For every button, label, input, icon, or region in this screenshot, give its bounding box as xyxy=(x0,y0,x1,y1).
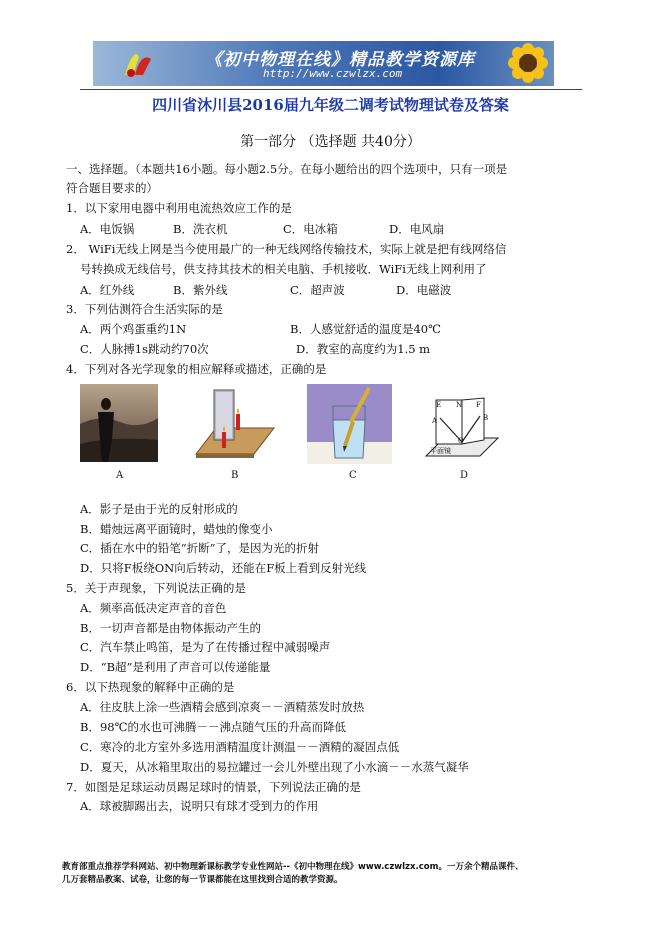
q5-option-d: D．“B超”是利用了声音可以传递能量 xyxy=(80,660,271,674)
plane-mirror-label: 平面镜 xyxy=(430,447,451,455)
q3-option-d: D．教室的高度约为1.5 m xyxy=(296,342,431,356)
figure-a-label: A xyxy=(116,470,124,481)
instructions-line-2: 符合题目要求的） xyxy=(66,181,158,195)
q4-option-a: A．影子是由于光的反射形成的 xyxy=(80,502,238,516)
question-5: 5．关于声现象，下列说法正确的是 xyxy=(66,581,246,595)
figure-a-shadow xyxy=(80,384,158,462)
question-2-line-2: 号转换成无线信号，供支持其技术的相关电脑、手机接收．WiFi无线上网利用了 xyxy=(80,262,487,276)
q6-option-d: D．夏天，从冰箱里取出的易拉罐过一会儿外壁出现了小水滴－－水蒸气凝华 xyxy=(80,760,469,774)
figure-b-candle-mirror xyxy=(192,384,276,464)
banner-url[interactable]: http://www.czwlzx.com xyxy=(263,67,403,80)
figure-d-e-label: E xyxy=(436,401,442,409)
q4-option-b: B．蜡烛远离平面镜时，蜡烛的像变小 xyxy=(80,522,273,536)
q5-option-b: B．一切声音都是由物体振动产生的 xyxy=(80,621,261,635)
q1-option-c: C．电冰箱 xyxy=(283,222,338,236)
banner-title: 《初中物理在线》精品教学资源库 xyxy=(205,50,475,70)
q1-option-d: D．电风扇 xyxy=(389,222,445,236)
q2-option-c: C．超声波 xyxy=(290,283,345,297)
q3-option-c: C．人脉搏1s跳动约70次 xyxy=(80,342,209,356)
question-7: 7．如图是足球运动员踢足球时的情景，下列说法正确的是 xyxy=(66,780,361,794)
figure-d-o-label: O xyxy=(458,437,464,445)
q3-option-b: B．人感觉舒适的温度是40℃ xyxy=(290,322,441,336)
q5-option-c: C．汽车禁止鸣笛，是为了在传播过程中减弱噪声 xyxy=(80,640,331,654)
footer-line-2: 几万套精品教案、试卷，让您的每一节课都能在这里找到合适的教学资源。 xyxy=(62,875,343,885)
question-1: 1．以下家用电器中利用电流热效应工作的是 xyxy=(66,201,292,215)
q1-option-a: A．电饭锅 xyxy=(80,222,135,236)
q4-option-d: D．只将F板绕ON向后转动，还能在F板上看到反射光线 xyxy=(80,561,367,575)
figure-b-label: B xyxy=(231,470,239,481)
site-logo-icon xyxy=(121,47,155,81)
page-footer xyxy=(62,861,607,887)
q6-option-b: B．98℃的水也可沸腾－－沸点随气压的升高而降低 xyxy=(80,720,346,734)
question-6: 6．以下热现象的解释中正确的是 xyxy=(66,680,235,694)
sunflower-icon xyxy=(508,43,548,83)
q2-option-b: B．紫外线 xyxy=(173,283,228,297)
figure-c-pencil-water xyxy=(307,384,392,464)
q2-option-d: D．电磁波 xyxy=(396,283,452,297)
q2-option-a: A．红外线 xyxy=(80,283,135,297)
q7-option-a: A．球被脚踢出去，说明只有球才受到力的作用 xyxy=(80,799,319,813)
figure-c-label: C xyxy=(349,470,357,481)
figure-d-label: D xyxy=(460,470,469,481)
figure-d-b-label: B xyxy=(483,414,489,422)
footer-line-1: 教育部重点推荐学科网站、初中物理新课标教学专业性网站--《初中物理在线》www.czwlzx.com。一万余个精品课件、 xyxy=(62,862,524,872)
figure-d-a-label: A xyxy=(432,417,438,425)
q3-option-a: A．两个鸡蛋重约1N xyxy=(80,322,187,336)
q6-option-c: C．寒冷的北方室外多选用酒精温度计测温－－酒精的凝固点低 xyxy=(80,740,400,754)
question-4: 4．下列对各光学现象的相应解释或描述，正确的是 xyxy=(66,362,327,376)
q1-option-b: B．洗衣机 xyxy=(173,222,228,236)
figure-d-n-label: N xyxy=(456,401,463,409)
section-title: 第一部分 （选择题 共40分） xyxy=(240,134,421,150)
header-rule xyxy=(80,89,582,90)
q4-option-c: C．插在水中的铅笔“折断”了，是因为光的折射 xyxy=(80,541,320,555)
question-3: 3．下列估测符合生活实际的是 xyxy=(66,302,223,316)
q6-option-a: A．往皮肤上涂一些酒精会感到凉爽－－酒精蒸发时放热 xyxy=(80,700,365,714)
page-title: 四川省沐川县2016届九年级二调考试物理试卷及答案 xyxy=(152,96,509,114)
q5-option-a: A．频率高低决定声音的音色 xyxy=(80,601,227,615)
instructions-line-1: 一、选择题。（本题共16小题。每小题2.5分。在每小题给出的四个选项中，只有一项是 xyxy=(66,162,508,176)
figure-d-f-label: F xyxy=(476,401,481,409)
question-2-line-1: 2． WiFi无线上网是当今使用最广的一种无线网络传输技术，实际上就是把有线网络信 xyxy=(66,242,507,256)
header-banner xyxy=(93,41,554,86)
